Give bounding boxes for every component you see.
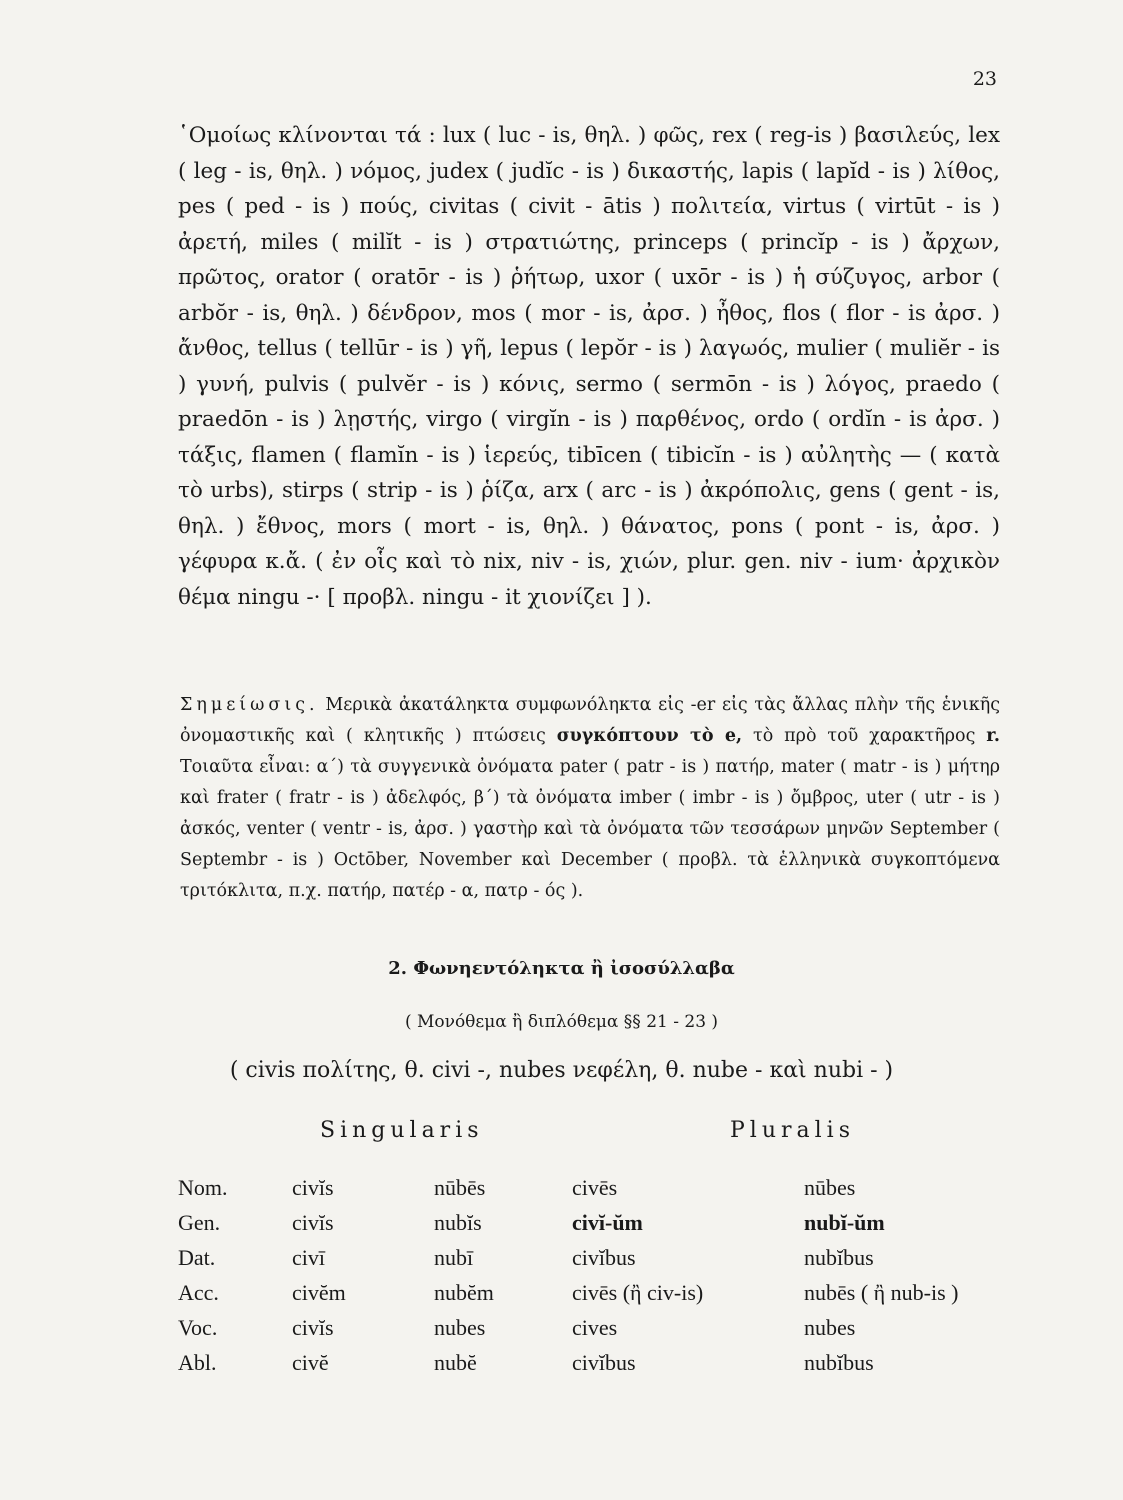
main-paragraph: ῾Ομοίως κλίνονται τά : lux ( luc - is, θηλ. ) φῶς, rex ( reg-is ) βασιλεύς, lex ( leg - is, θηλ. ) νόμος, judex ( judĭc - is ) δικαστής, lapis ( lapĭd - is ) λίθος, pes ( ped - is ) πούς, civitas ( civit - ātis ) πολιτεία, virtus ( virtūt - is ) ἀρετή, miles ( milĭt - is ) στρατιώτης, princeps ( princĭp - is ) ἄρχων, πρῶτος, orator ( oratōr - is ) ῥήτωρ, uxor ( uxōr - is ) ἡ σύζυγος, arbor ( arbŏr - is, θηλ. ) δένδρον, mos ( mor - is, ἀρσ. ) ἦθος, flos ( flor - is ἀρσ. ) ἄνθος, tellus ( tellūr - is ) γῆ, lepus ( lepŏr - is ) λαγωός, mulier ( muliĕr - is ) γυνή, pulvis ( pulvĕr - is ) κόνις, sermo ( sermōn - is ) λόγος, praedo ( praedōn - is ) λῃστής, virgo ( virgĭn - is ) παρθένος, ordo ( ordĭn - is ἀρσ. ) τάξις, flamen ( flamĭn - is ) ἱερεύς, tibīcen ( tibicĭn - is ) αὐλητὴς — ( κατὰ τὸ urbs), stirps ( strip - is ) ῥίζα, arx ( arc - is ) ἀκρόπολις, gens ( gent - is, θηλ. ) ἔθνος, mors ( mort - is, θηλ. ) θάνατος, pons ( pont - is, ἀρσ. ) γέφυρα κ.ἄ. ( ἐν οἷς καὶ τὸ nix, niv - is, χιών, plur. gen. niv - ium· ἀρχικὸν θέμα ningu -· [ προβλ. ningu - it χιονίζει ] ).	[178, 123, 1000, 610]
singular-form: nūbēs	[434, 1174, 486, 1200]
case-label: Voc.	[178, 1314, 218, 1340]
note-text: Τοιαῦτα εἶναι: α΄) τὰ συγγενικὰ ὀνόματα pater ( patr - is ) πατήρ, mater ( matr - is ) μήτηρ καὶ frater ( fratr - is ) ἀδελφός, β΄) τὰ ὀνόματα imber ( imbr - is ) ὄμβρος, uter ( utr - is ) ἀσκός, venter ( ventr - is, ἀρσ. ) γαστὴρ καὶ τὰ ὀνόματα τῶν τεσσάρων μηνῶν September ( Septembr - is ) Octōber, November καὶ December ( προβλ. τὰ ἑλληνικὰ συγκοπτόμενα τριτόκλιτα, π.χ. πατήρ, πατέρ - α, πατρ - ός ).	[180, 757, 1000, 901]
plural-form: nubĭ-ŭm	[804, 1209, 885, 1235]
example-line: ( civis πολίτης, θ. civi -, nubes νεφέλη, θ. nube - καὶ nubi - )	[229, 1058, 894, 1083]
plural-form: nubĭbus	[804, 1349, 874, 1375]
singular-form: nubī	[434, 1244, 474, 1270]
declension-table	[178, 1170, 1004, 1380]
plural-form: civĭbus	[572, 1349, 636, 1375]
note-bold-text: συγκόπτουν τὸ e,	[556, 726, 743, 746]
singular-form: civĕ	[292, 1349, 329, 1375]
table-row	[178, 1310, 1004, 1345]
singular-form: civĭs	[292, 1314, 334, 1340]
plural-form: civĭbus	[572, 1244, 636, 1270]
case-label: Gen.	[178, 1209, 221, 1235]
plural-form: civēs (ἢ civ-is)	[572, 1279, 704, 1305]
plural-form: nubēs ( ἢ nub-is )	[804, 1279, 959, 1305]
plural-form: civĭ-ŭm	[572, 1209, 643, 1235]
page-number: 23	[972, 68, 997, 90]
section-subheading: ( Μονόθεμα ἢ διπλόθεμα §§ 21 - 23 )	[404, 1012, 719, 1032]
plural-form: nūbes	[804, 1174, 856, 1200]
note-text: τὸ πρὸ τοῦ χαρακτῆρος	[742, 726, 987, 746]
plural-form: cives	[572, 1314, 618, 1340]
table-row	[178, 1275, 1004, 1310]
singular-header: Singularis	[320, 1118, 484, 1143]
case-label: Acc.	[178, 1279, 219, 1305]
case-label: Nom.	[178, 1174, 228, 1200]
singular-form: nubĭs	[434, 1209, 482, 1235]
note-bold-text: r.	[986, 726, 1001, 746]
plural-header: Pluralis	[730, 1118, 856, 1143]
singular-form: civĭs	[292, 1174, 334, 1200]
plural-form: nubes	[804, 1314, 856, 1340]
table-row	[178, 1345, 1004, 1380]
singular-form: civī	[292, 1244, 325, 1270]
plural-form: civēs	[572, 1174, 618, 1200]
case-label: Dat.	[178, 1244, 216, 1270]
note-label: Σημείωσις.	[180, 695, 319, 715]
plural-form: nubĭbus	[804, 1244, 874, 1270]
singular-form: nubes	[434, 1314, 486, 1340]
table-row	[178, 1170, 1004, 1205]
section-heading: 2. Φωνηεντόληκτα ἢ ἰσοσύλλαβα	[388, 958, 735, 979]
case-label: Abl.	[178, 1349, 217, 1375]
singular-form: nubĕm	[434, 1279, 494, 1305]
table-row	[178, 1240, 1004, 1275]
table-row	[178, 1205, 1004, 1240]
note-text: Μερικὰ ἀκατάληκτα συμφωνόληκτα εἰς -er εἰς τὰς ἄλλας πλὴν τῆς ἑνικῆς ὀνομαστικῆς καὶ ( κλητικῆς ) πτώσεις	[180, 695, 1000, 746]
singular-form: civĭs	[292, 1209, 334, 1235]
note-paragraph	[180, 690, 1000, 907]
singular-form: nubĕ	[434, 1349, 477, 1375]
singular-form: civĕm	[292, 1279, 346, 1305]
